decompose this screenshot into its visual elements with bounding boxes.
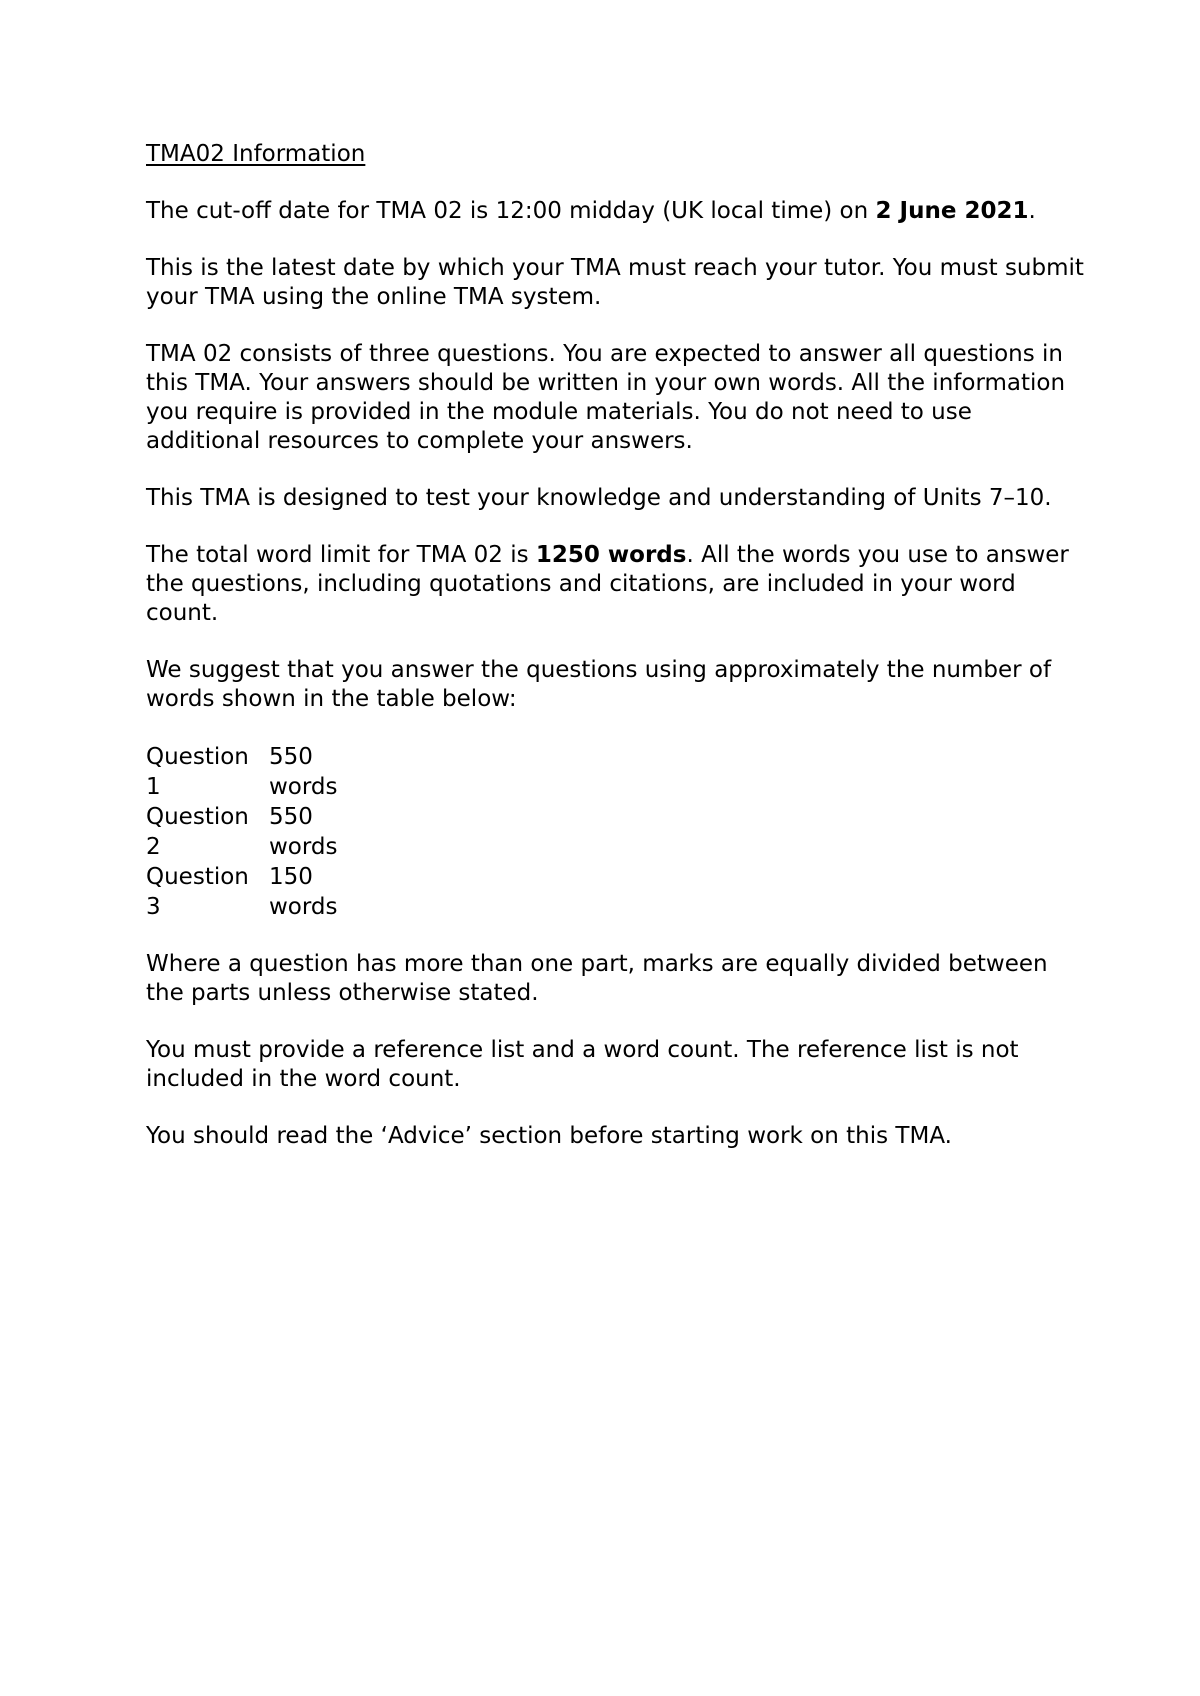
table-row [146, 862, 349, 922]
question-cell: Question 3 [146, 864, 249, 920]
cutoff-date-text: The cut-off date for TMA 02 is 12:00 midday (UK local time) on [146, 198, 876, 224]
advice-paragraph: You should read the ‘Advice’ section before starting work on this TMA. [146, 1123, 952, 1149]
words-cell: 550 words [269, 744, 338, 800]
cutoff-date-end: . [1028, 198, 1036, 224]
submission-paragraph: This is the latest date by which your TMA must reach your tutor. You must submit your TMA using the online TMA system. [146, 255, 1084, 310]
document-heading: TMA02 Information [146, 141, 366, 167]
words-cell: 550 words [269, 804, 338, 860]
units-paragraph: This TMA is designed to test your knowledge and understanding of Units 7–10. [146, 485, 1052, 511]
words-cell: 150 words [269, 864, 338, 920]
word-count-table [146, 742, 349, 922]
suggestion-paragraph: We suggest that you answer the questions using approximately the number of words shown in the table below: [146, 657, 1052, 712]
cutoff-date-paragraph [146, 197, 1086, 226]
reference-list-paragraph: You must provide a reference list and a word count. The reference list is not included in the word count. [146, 1037, 1019, 1092]
marks-paragraph: Where a question has more than one part, marks are equally divided between the parts unless otherwise stated. [146, 951, 1048, 1006]
table-row [146, 742, 349, 802]
word-limit-paragraph [146, 541, 1086, 628]
document-page [146, 140, 1086, 1179]
questions-paragraph: TMA 02 consists of three questions. You are expected to answer all questions in this TMA. Your answers should be written in your own words. All the information you require is provided in the module materials. You do not need to use additional resources to complete your answers. [146, 341, 1066, 454]
question-cell: Question 2 [146, 804, 249, 860]
table-row [146, 802, 349, 862]
word-limit-end: . All the words you use to answer the questions, including quotations and citations, are included in your word count. [146, 542, 1069, 626]
question-cell: Question 1 [146, 744, 249, 800]
word-limit-text: The total word limit for TMA 02 is [146, 542, 536, 568]
word-limit-value: 1250 words [535, 542, 687, 568]
cutoff-date-value: 2 June 2021 [875, 198, 1029, 224]
